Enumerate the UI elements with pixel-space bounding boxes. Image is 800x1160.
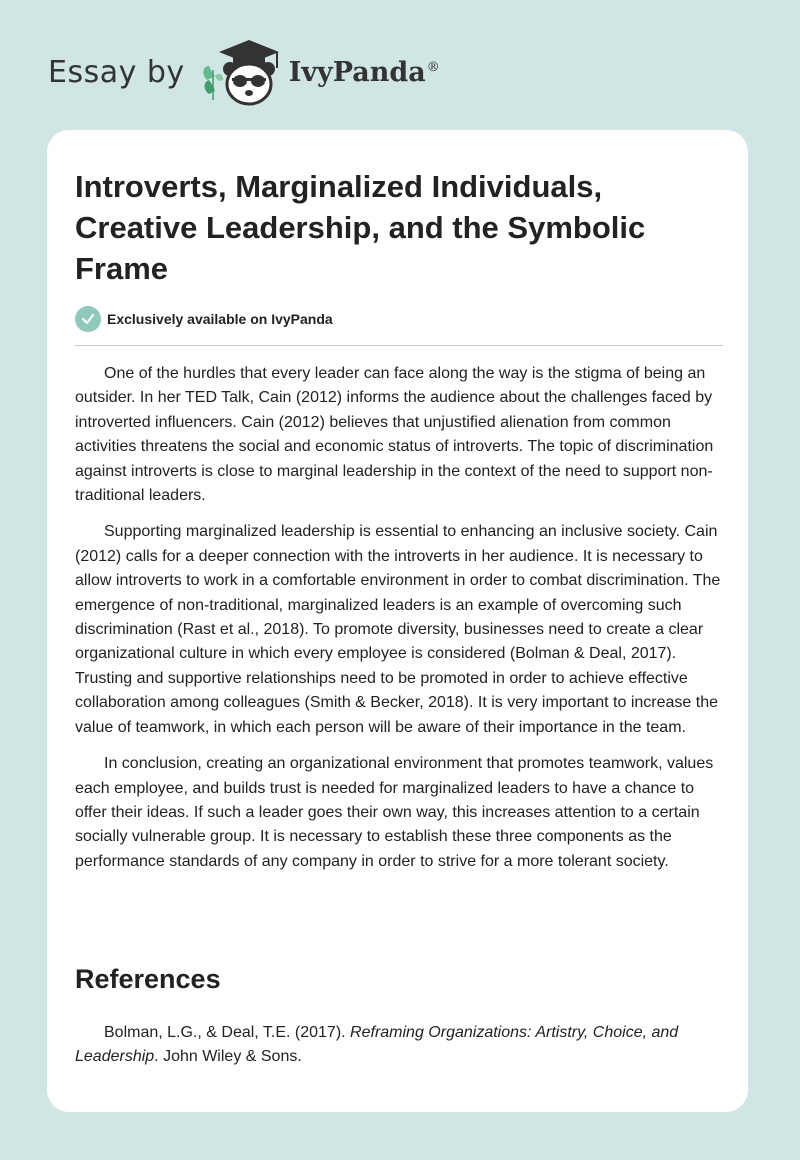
- exclusive-label: Exclusively available on IvyPanda: [107, 311, 333, 327]
- article-body: [75, 362, 725, 886]
- paragraph: In conclusion, creating an organizational environment that promotes teamwork, values each employee, and builds trust is needed for marginalized leaders to have a chance to offer their ideas. If such a leader goes their own way, this increases attention to a certain socially vulnerable group. It is necessary to establish these three components as the performance standards of any company in order to strive for a more tolerant society.: [75, 755, 714, 870]
- brand-name[interactable]: IvyPanda®: [288, 56, 440, 88]
- site-header: [48, 36, 440, 108]
- check-icon: [75, 306, 101, 332]
- paragraph: One of the hurdles that every leader can face along the way is the stigma of being an outsider. In her TED Talk, Cain (2012) informs the audience about the challenges faced by introverted influencers. Cain (2012) believes that unjustified alienation from common activities threatens the social and economic status of introverts. The topic of discrimination against introverts is close to marginal leadership in the context of the need to support non-traditional leaders.: [75, 365, 714, 505]
- page-title: Introverts, Marginalized Individuals, Creative Leadership, and the Symbolic Frame: [75, 169, 646, 286]
- reference-book-title: Reframing Organizations: Artistry, Choice, and Leadership: [75, 1024, 679, 1066]
- references-heading: References: [75, 964, 221, 994]
- ivypanda-logo-icon[interactable]: [199, 36, 283, 108]
- divider: [75, 345, 723, 346]
- essay-by-label: Essay by: [48, 54, 185, 90]
- exclusive-badge: [75, 306, 333, 332]
- paragraph: Supporting marginalized leadership is essential to enhancing an inclusive society. Cain (2012) calls for a deeper connection with the introverts in her audience. It is necessary to allow introverts to work in a comfortable environment in order to combat discrimination. The emergence of non-traditional, marginalized leaders is an example of overcoming such discrimination (Rast et al., 2018). To promote diversity, businesses need to create a clear organizational culture in which every employee is considered (Bolman & Deal, 2017). Trusting and supportive relationships need to be promoted in order to achieve effective collaboration among colleagues (Smith & Becker, 2018). It is very important to increase the value of teamwork, in which each person will be aware of their importance in the team.: [75, 523, 721, 736]
- article-card: [47, 130, 748, 1112]
- reference-entry: Bolman, L.G., & Deal, T.E. (2017). Reframing Organizations: Artistry, Choice, and Leadership. John Wiley & Sons.: [75, 1024, 679, 1066]
